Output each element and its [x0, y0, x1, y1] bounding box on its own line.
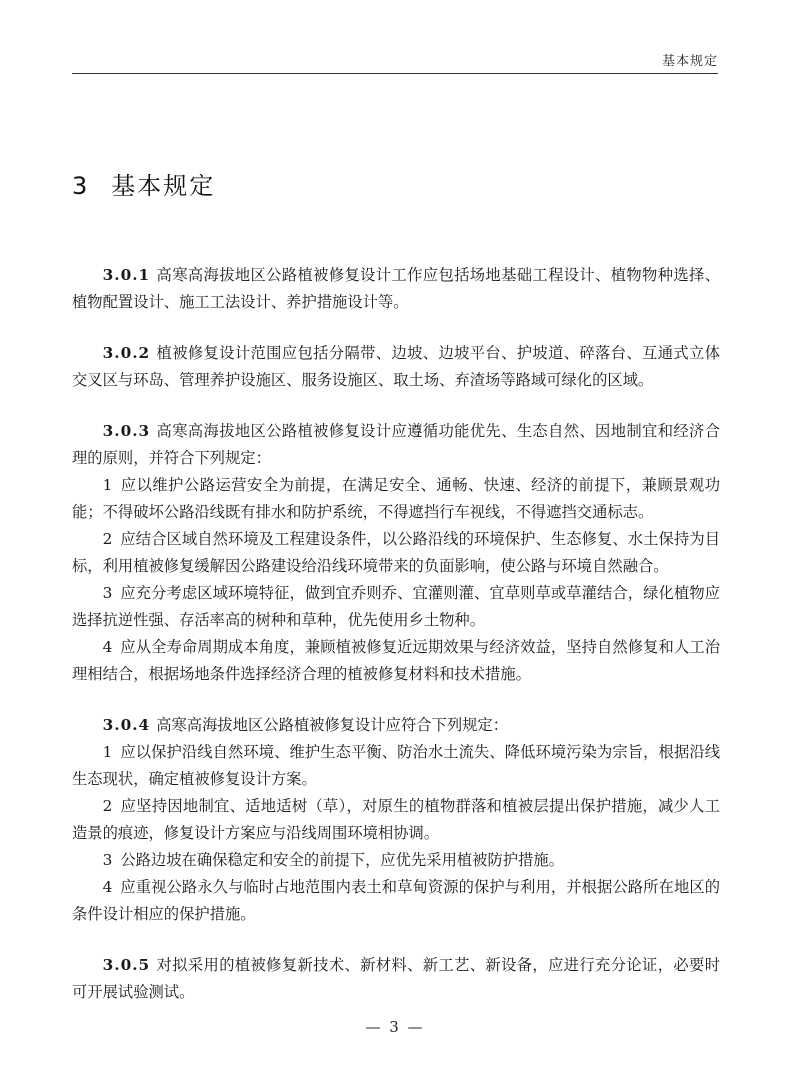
item-number: 2 — [102, 797, 113, 815]
clause-number: 3.0.2 — [102, 344, 151, 362]
item-text: 应重视公路永久与临时占地范围内表土和草甸资源的保护与利用，并根据公路所在地区的条件设计相应的保护措施。 — [72, 878, 720, 923]
clause-paragraph — [72, 418, 720, 472]
clause-3-0-4 — [72, 712, 720, 928]
clause-number: 3.0.1 — [102, 266, 151, 284]
item-text: 应坚持因地制宜、适地适树（草），对原生的植物群落和植被层提出保护措施，减少人工造景的痕迹，修复设计方案应与沿线周围环境相协调。 — [72, 797, 720, 842]
body-text — [72, 262, 720, 1030]
item-text: 应从全寿命周期成本角度，兼顾植被修复近远期效果与经济效益，坚持自然修复和人工治理相结合，根据场地条件选择经济合理的植被修复材料和技术措施。 — [72, 638, 720, 683]
chapter-title — [72, 166, 215, 201]
list-item — [72, 739, 720, 793]
list-item — [72, 793, 720, 847]
clause-3-0-2 — [72, 340, 720, 394]
chapter-number: 3 — [72, 172, 90, 200]
chapter-title-text: 基本规定 — [111, 172, 216, 200]
clause-paragraph — [72, 952, 720, 1006]
item-number: 2 — [102, 530, 113, 548]
item-number: 3 — [102, 584, 113, 602]
clause-text: 植被修复设计范围应包括分隔带、边坡、边坡平台、护坡道、碎落台、互通式立体交叉区与环岛、管理养护设施区、服务设施区、取土场、弃渣场等路域可绿化的区域。 — [72, 344, 720, 389]
item-number: 4 — [102, 638, 113, 656]
item-number: 1 — [102, 743, 113, 761]
clause-3-0-5 — [72, 952, 720, 1006]
item-text: 公路边坡在确保稳定和安全的前提下，应优先采用植被防护措施。 — [120, 851, 564, 869]
clause-paragraph — [72, 712, 720, 739]
clause-number: 3.0.4 — [102, 716, 151, 734]
item-number: 4 — [102, 878, 113, 896]
list-item — [72, 580, 720, 634]
page-number: — 3 — — [365, 1018, 425, 1036]
clause-text: 高寒高海拔地区公路植被修复设计应符合下列规定： — [156, 716, 509, 734]
list-item — [72, 526, 720, 580]
clause-text: 对拟采用的植被修复新技术、新材料、新工艺、新设备，应进行充分论证，必要时可开展试验测试。 — [72, 956, 720, 1001]
item-number: 3 — [102, 851, 113, 869]
item-text: 应充分考虑区域环境特征，做到宜乔则乔、宜灌则灌、宜草则草或草灌结合，绿化植物应选择抗逆性强、存活率高的树种和草种，优先使用乡土物种。 — [72, 584, 720, 629]
list-item — [72, 472, 720, 526]
list-item — [72, 874, 720, 928]
list-item — [72, 634, 720, 688]
list-item — [72, 847, 720, 874]
clause-paragraph — [72, 262, 720, 316]
clause-text: 高寒高海拔地区公路植被修复设计应遵循功能优先、生态自然、因地制宜和经济合理的原则，并符合下列规定： — [72, 422, 720, 467]
clause-paragraph — [72, 340, 720, 394]
clause-text: 高寒高海拔地区公路植被修复设计工作应包括场地基础工程设计、植物物种选择、植物配置设计、施工工法设计、养护措施设计等。 — [72, 266, 720, 311]
clause-3-0-3 — [72, 418, 720, 688]
item-number: 1 — [102, 476, 113, 494]
clause-3-0-1 — [72, 262, 720, 316]
clause-number: 3.0.5 — [102, 956, 151, 974]
clause-number: 3.0.3 — [102, 422, 151, 440]
item-text: 应以保护沿线自然环境、维护生态平衡、防治水土流失、降低环境污染为宗旨，根据沿线生态现状，确定植被修复设计方案。 — [72, 743, 720, 788]
running-header: 基本规定 — [661, 54, 718, 69]
item-text: 应以维护公路运营安全为前提，在满足安全、通畅、快速、经济的前提下，兼顾景观功能；不得破坏公路沿线既有排水和防护系统，不得遮挡行车视线，不得遮挡交通标志。 — [72, 476, 720, 521]
header-rule — [72, 73, 718, 74]
item-text: 应结合区域自然环境及工程建设条件，以公路沿线的环境保护、生态修复、水土保持为目标，利用植被修复缓解因公路建设给沿线环境带来的负面影响，使公路与环境自然融合。 — [72, 530, 720, 575]
